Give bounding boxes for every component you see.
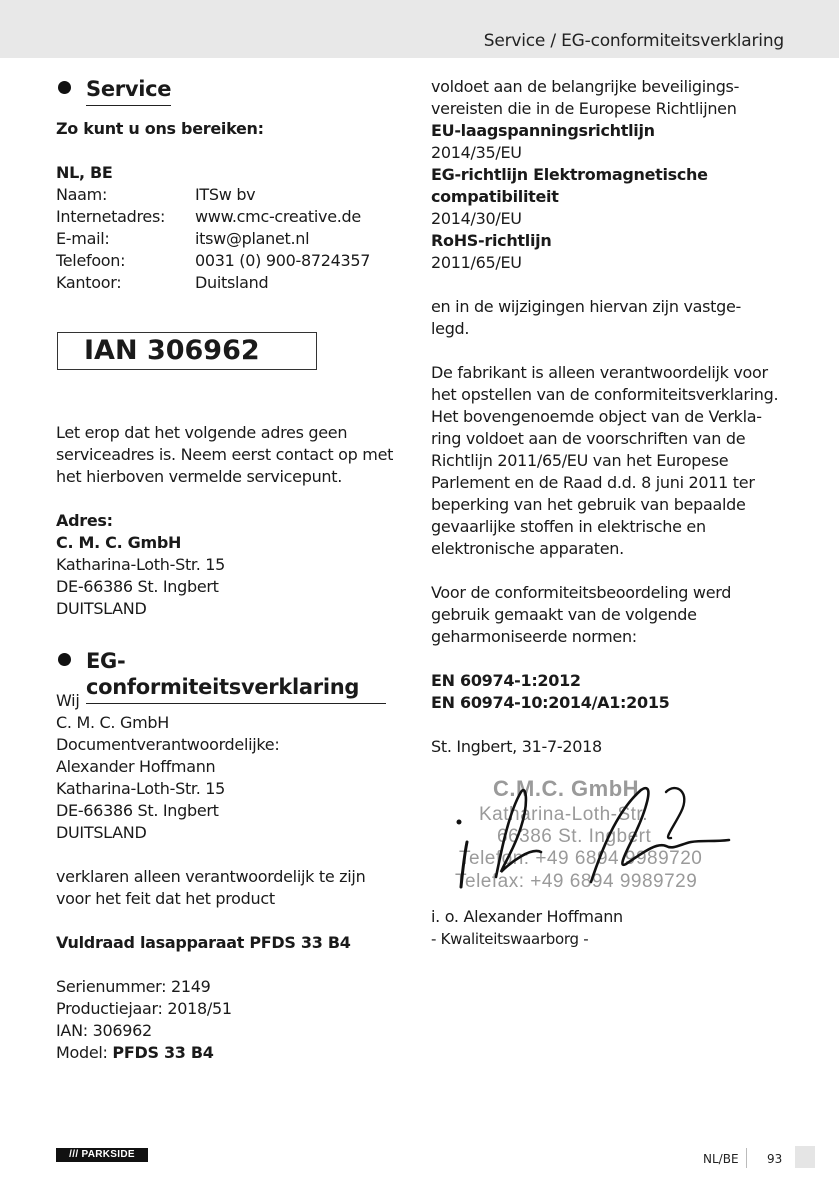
address-company: C. M. C. GmbH — [56, 533, 182, 552]
product-detail: Productiejaar: 2018/51 — [56, 999, 232, 1018]
declaration-intro: Wij C. M. C. GmbH Documentverantwoordelijke: Alexander Hoffmann Katharina-Loth-Str. 15 DE-66386 St. Ingbert DUITSLAND — [56, 691, 280, 842]
compliance-text: vereisten die in de Europese Richtlijnen — [431, 99, 737, 118]
manufacturer-text: De fabrikant is alleen verantwoordelijk voor het opstellen van de conformiteitsverklaring. Het bovengenoemde object van de Verkla- ring voldoet aan de voorschriften van de Richtlijn 2011/65/EU van het Europese Parlement en de Raad d.d. 8 juni 2011 ter beperking van het gebruik van bepaalde gevaarlijke stoffen in elektrische en elektronische apparaten. — [431, 363, 779, 558]
directive-name: EG-richtlijn Elektromagnetische — [431, 165, 708, 184]
declaration-section-title — [56, 648, 401, 699]
product-name: Vuldraad lasapparaat PFDS 33 B4 — [56, 933, 351, 952]
contact-fields — [56, 184, 401, 294]
declaration-title-label: EG-conformiteitsverklaring — [86, 648, 386, 704]
amend-text: en in de wijzigingen hiervan zijn vastge- — [431, 297, 741, 316]
directive-name: EU-laagspanningsrichtlijn — [431, 121, 655, 140]
signatory-name: i. o. Alexander Hoffmann — [431, 907, 623, 926]
page-number: 93 — [767, 1152, 783, 1166]
stamp-line: 66386 St. Ingbert — [497, 826, 652, 847]
standard: EN 60974-1:2012 — [431, 671, 581, 690]
standard: EN 60974-10:2014/A1:2015 — [431, 693, 670, 712]
stamp-line: C.M.C. GmbH — [493, 776, 640, 801]
contact-row: Kantoor: Duitsland — [56, 273, 269, 292]
service-section-title — [56, 76, 401, 106]
declaration-statement: voor het feit dat het product — [56, 889, 275, 908]
footer-country: NL/BE — [703, 1152, 739, 1166]
amend-text: legd. — [431, 319, 470, 338]
declaration-statement: verklaren alleen verantwoordelijk te zijn — [56, 867, 366, 886]
directive-code: 2014/30/EU — [431, 209, 522, 228]
bullet-icon — [58, 653, 71, 666]
product-model: Model: PFDS 33 B4 — [56, 1043, 214, 1062]
ian-box: IAN 306962 — [57, 332, 317, 370]
service-notice: Let erop dat het volgende adres geen serviceadres is. Neem eerst contact op met het hierboven vermelde servicepunt. — [56, 423, 394, 486]
footer-tab — [795, 1146, 815, 1168]
left-column — [56, 76, 401, 1064]
bullet-icon — [58, 81, 71, 94]
footer-divider — [746, 1148, 747, 1168]
signature-icon — [441, 772, 731, 900]
contact-row: E-mail: itsw@planet.nl — [56, 229, 310, 248]
service-title-label: Service — [86, 76, 171, 106]
product-detail: Serienummer: 2149 — [56, 977, 211, 996]
parkside-logo: /// PARKSIDE — [56, 1148, 148, 1162]
compliance-text: voldoet aan de belangrijke beveiligings- — [431, 77, 740, 96]
address-line: Katharina-Loth-Str. 15 — [56, 555, 226, 574]
directive-name: RoHS-richtlijn — [431, 231, 552, 250]
address-heading: Adres: — [56, 511, 113, 530]
right-column — [431, 76, 781, 950]
contact-heading: Zo kunt u ons bereiken: — [56, 119, 264, 138]
assessment-text: Voor de conformiteitsbeoordeling werd gebruik gemaakt van de volgende geharmoniseerde normen: — [431, 583, 732, 646]
directive-name: compatibiliteit — [431, 187, 559, 206]
contact-row: Internetadres: www.cmc-creative.de — [56, 207, 361, 226]
stamp-line: Telefax: +49 6894 9989729 — [455, 871, 698, 892]
directive-code: 2011/65/EU — [431, 253, 522, 272]
running-header: Service / EG-conformiteitsverklaring — [483, 31, 784, 51]
stamp-line: Katharina-Loth-Str. — [479, 804, 648, 825]
contact-row: Telefoon: 0031 (0) 900-8724357 — [56, 251, 371, 270]
company-stamp-signature — [441, 772, 731, 900]
signatory-role: - Kwaliteitswaarborg - — [431, 930, 589, 948]
place-date: St. Ingbert, 31-7-2018 — [431, 737, 602, 756]
directive-code: 2014/35/EU — [431, 143, 522, 162]
address-line: DE-66386 St. Ingbert — [56, 577, 219, 596]
address-line: DUITSLAND — [56, 599, 147, 618]
contact-row: Naam: ITSw bv — [56, 185, 256, 204]
product-detail: IAN: 306962 — [56, 1021, 152, 1040]
stamp-line: Telefon: +49 6894 9989720 — [459, 848, 703, 869]
region-heading: NL, BE — [56, 163, 113, 182]
